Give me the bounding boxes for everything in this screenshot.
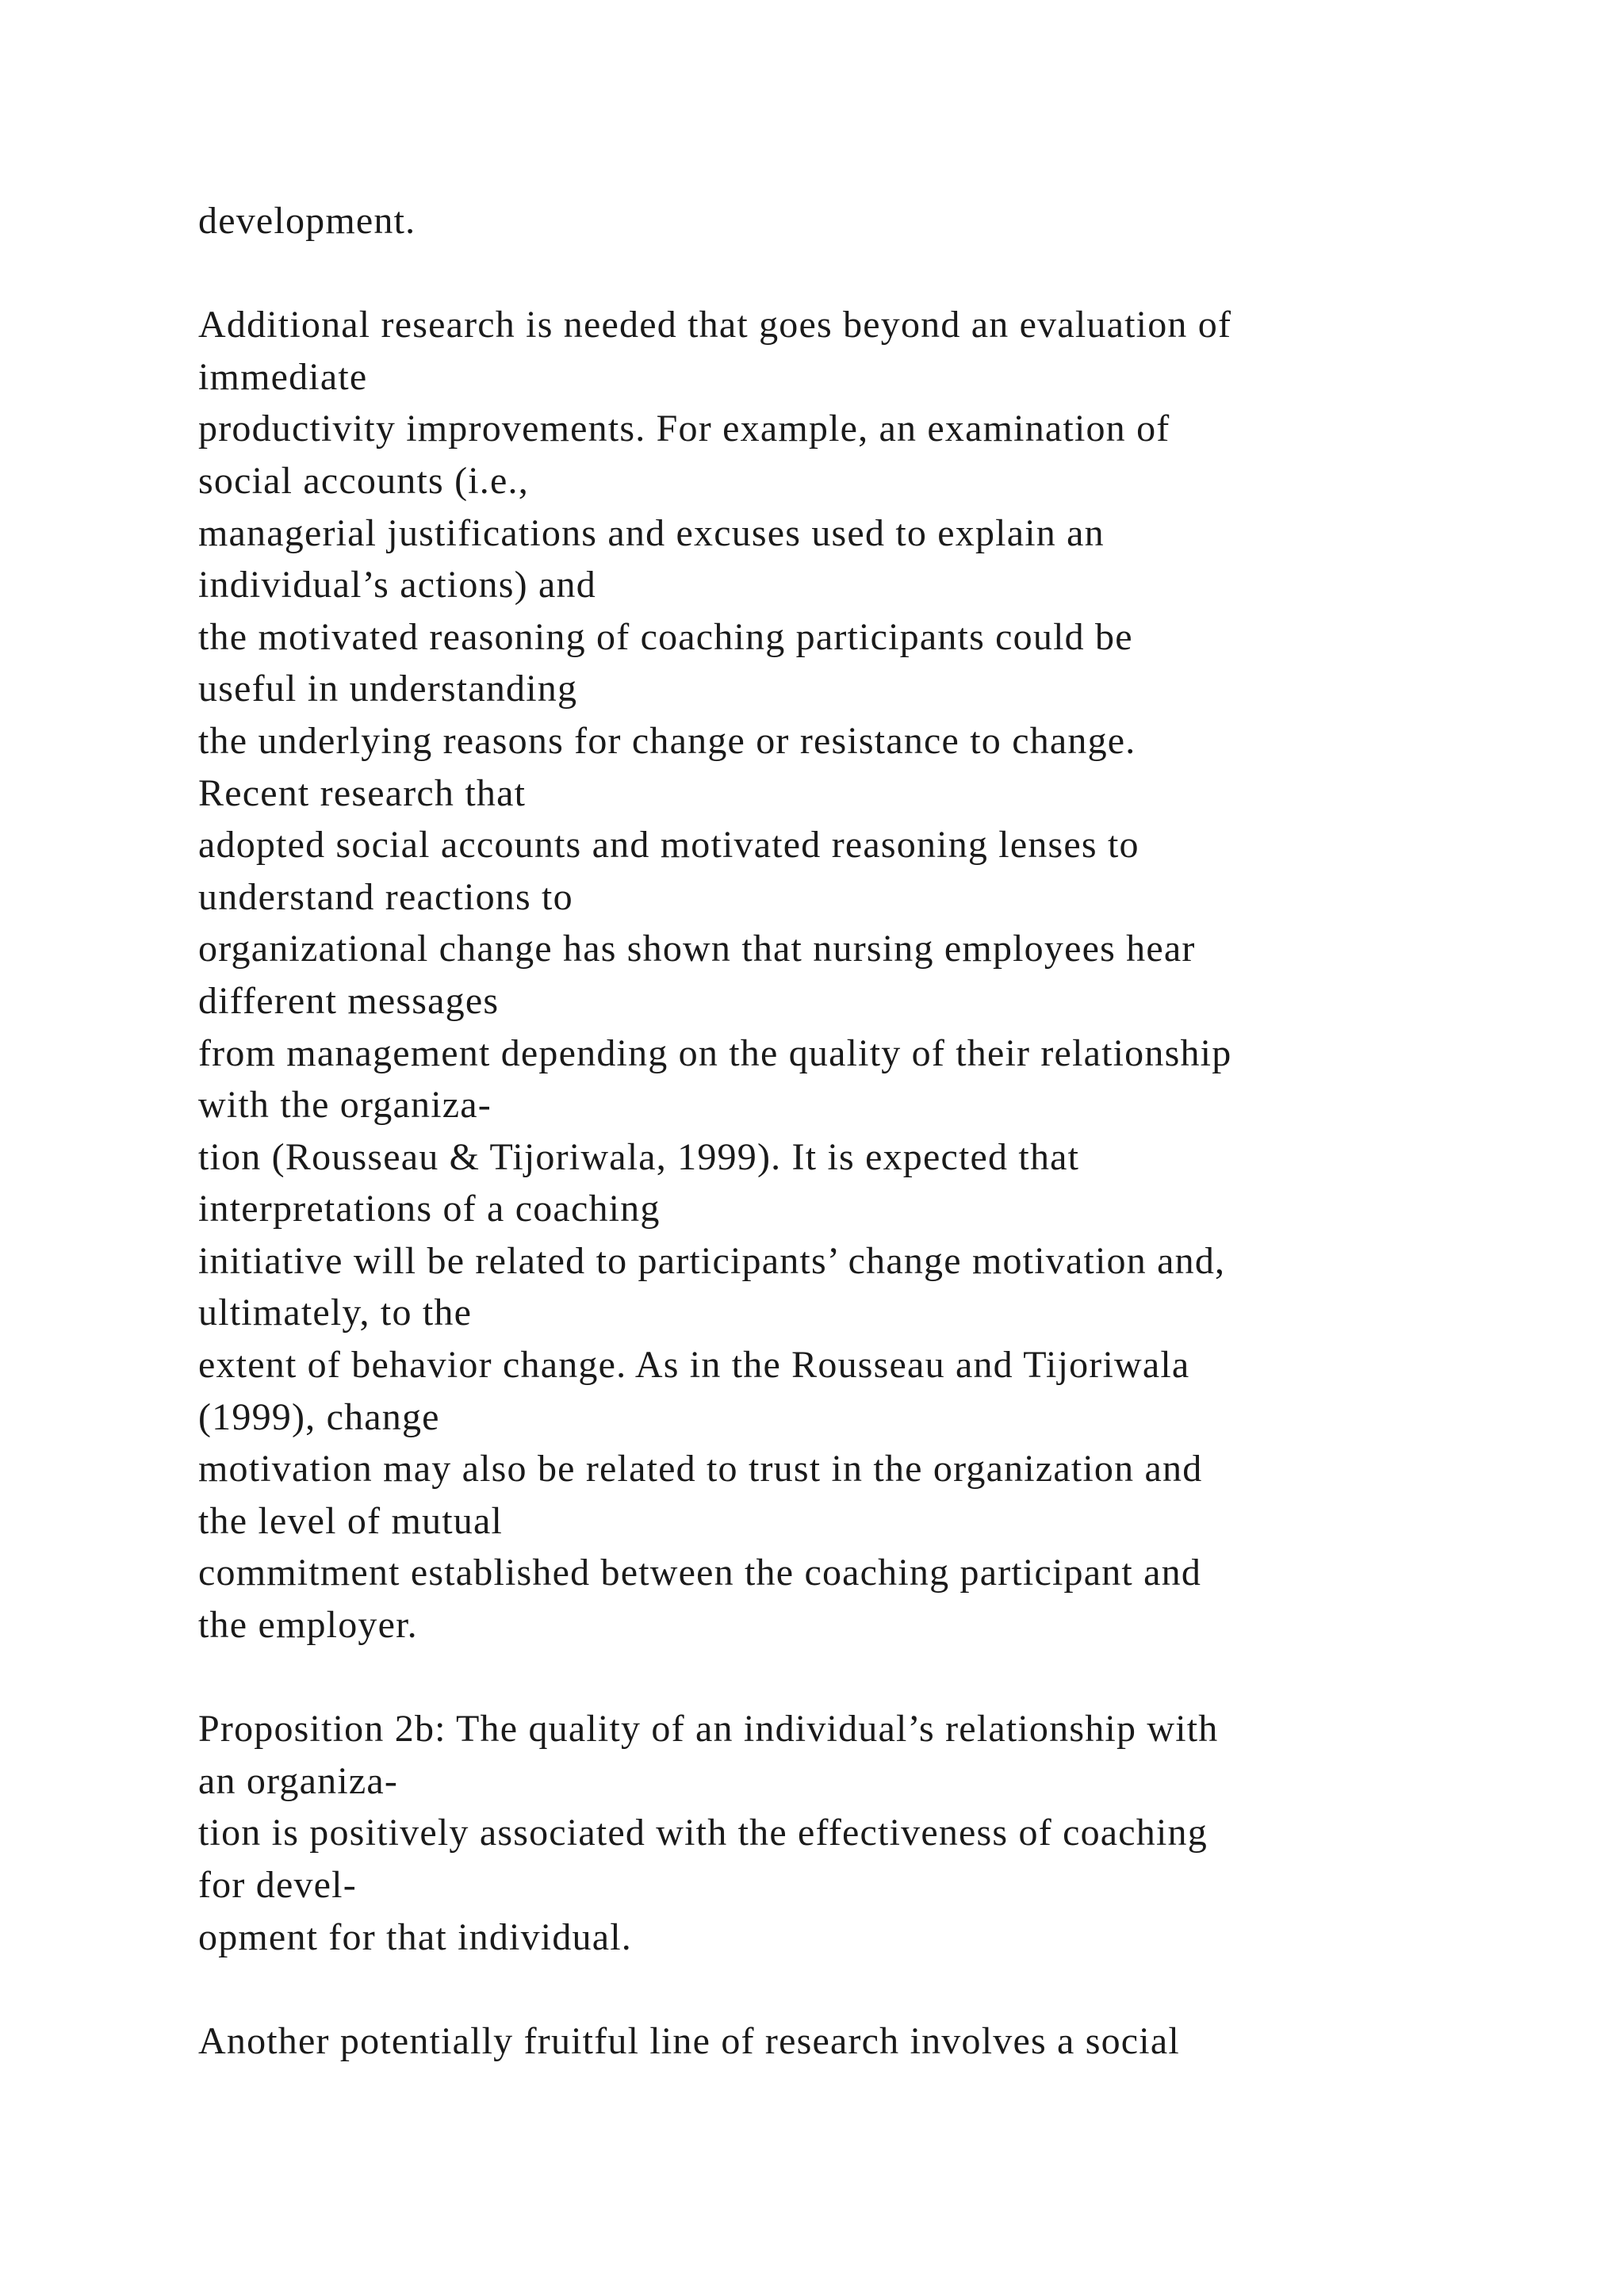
text-line: for devel- [198,1864,357,1906]
text-line: Proposition 2b: The quality of an individual’s relationship with [198,1708,1219,1751]
text-line: opment for that individual. [198,1915,632,1958]
paragraph-p3 [198,2015,1546,2068]
text-line: initiative will be related to participants’ change motivation and, [198,1239,1226,1282]
text-line: ultimately, to the [198,1292,473,1334]
paragraph-gap [198,1651,1546,1704]
text-line: useful in understanding [198,668,578,710]
text-line: immediate [198,355,368,398]
text-line: tion is positively associated with the effectiveness of coaching [198,1812,1208,1854]
paragraph-p1 [198,299,1546,1651]
paragraph-p2 [198,1703,1546,1963]
text-line: social accounts (i.e., [198,459,529,502]
text-line: individual’s actions) and [198,564,596,607]
text-line: (1999), change [198,1395,440,1438]
text-line: the employer. [198,1604,418,1647]
text-line: understand reactions to [198,875,573,918]
document-body [198,195,1546,2067]
text-line: interpretations of a coaching [198,1188,661,1230]
text-line: an organiza- [198,1759,399,1802]
text-line: the level of mutual [198,1499,504,1542]
text-line: Another potentially fruitful line of research involves a social [198,2019,1180,2062]
text-line: with the organiza- [198,1084,492,1127]
paragraph-gap [198,1963,1546,2015]
text-line: Recent research that [198,771,527,814]
text-line: different messages [198,979,500,1022]
text-line: development. [198,200,416,242]
text-line: managerial justifications and excuses used to explain an [198,511,1105,554]
text-line: adopted social accounts and motivated reasoning lenses to [198,824,1139,867]
text-line: extent of behavior change. As in the Rousseau and Tijoriwala [198,1344,1190,1387]
text-line: organizational change has shown that nursing employees hear [198,928,1196,970]
text-line: the underlying reasons for change or resistance to change. [198,719,1136,762]
text-line: Additional research is needed that goes beyond an evaluation of [198,304,1232,346]
text-line: from management depending on the quality of their relationship [198,1031,1232,1074]
text-line: motivation may also be related to trust in the organization and [198,1448,1203,1490]
text-line: the motivated reasoning of coaching participants could be [198,615,1133,658]
text-line: tion (Rousseau & Tijoriwala, 1999). It is expected that [198,1135,1080,1178]
paragraph-p0 [198,195,1546,247]
text-line: productivity improvements. For example, an examination of [198,408,1170,450]
text-line: commitment established between the coaching participant and [198,1552,1202,1594]
paragraph-gap [198,247,1546,300]
